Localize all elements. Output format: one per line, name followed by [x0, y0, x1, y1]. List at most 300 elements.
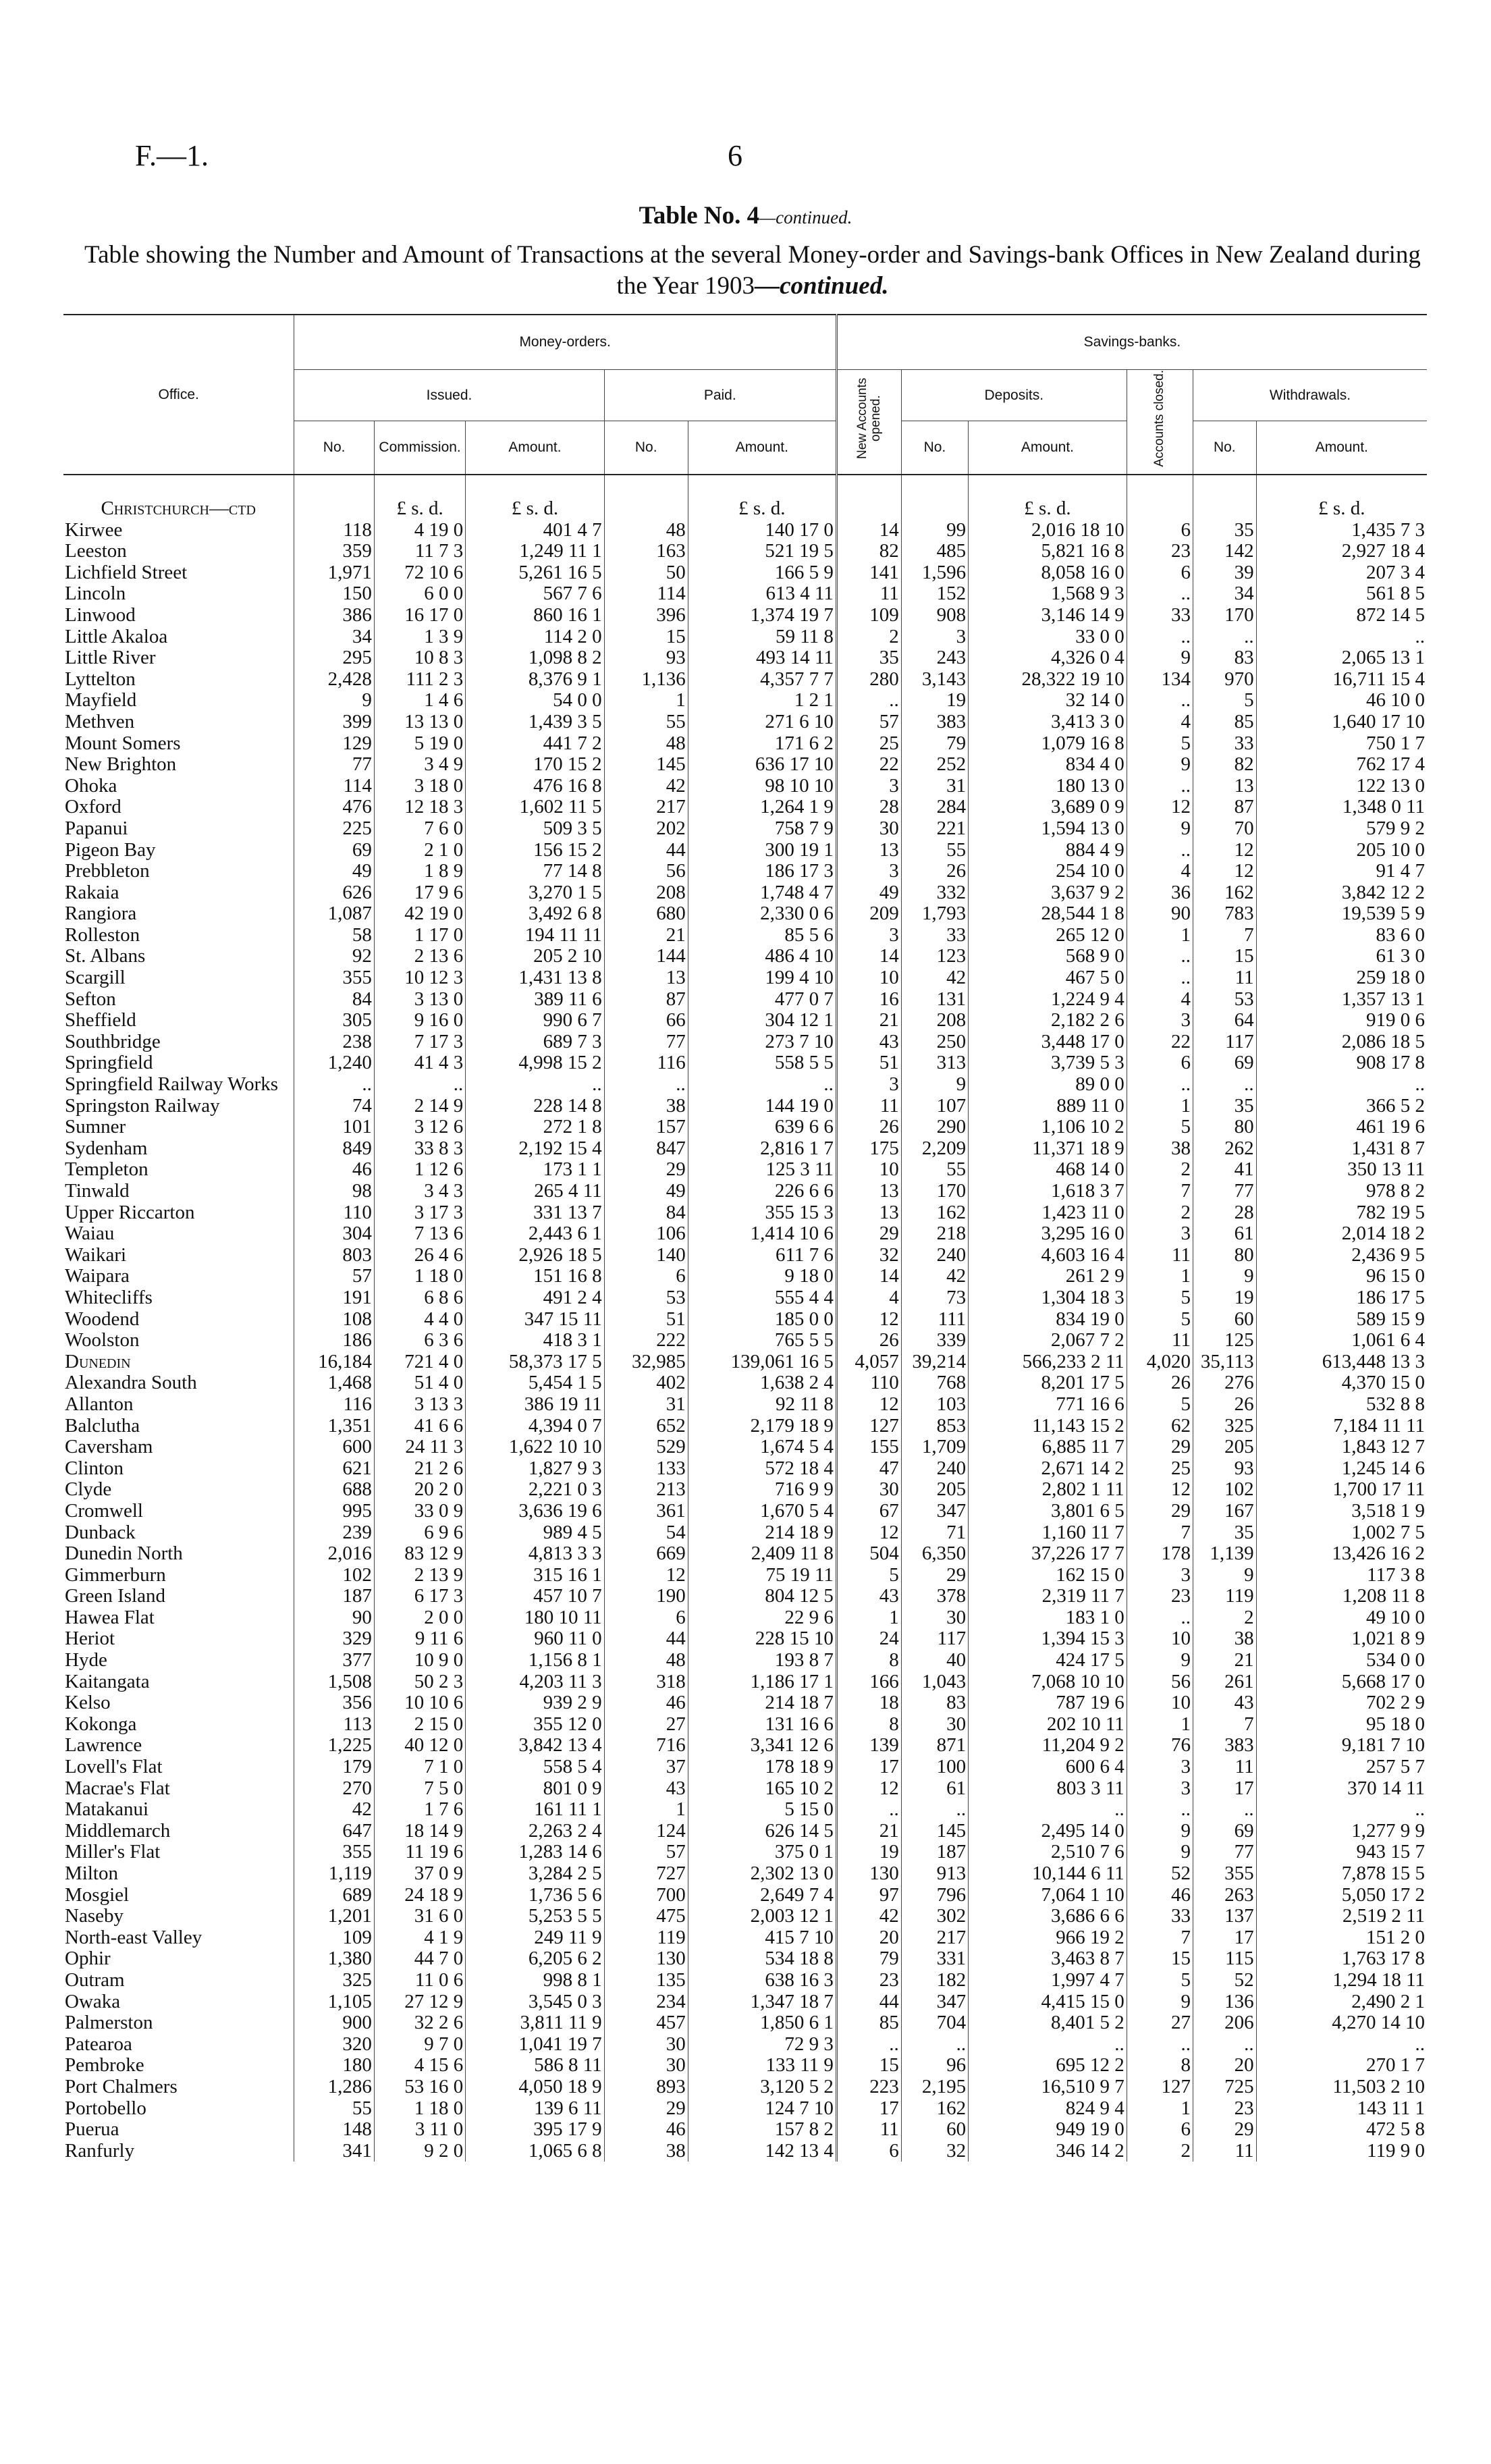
cell-withdrawals-no: 69 — [1193, 1052, 1256, 1074]
cell-withdrawals-no: 117 — [1193, 1032, 1256, 1053]
table-row — [63, 712, 1427, 733]
cell-paid-amount: 1,850 6 1 — [688, 2012, 836, 2034]
cell-withdrawals-no: 11 — [1193, 1757, 1256, 1778]
cell-new-accounts: 8 — [836, 1714, 901, 1736]
cell-accounts-closed: .. — [1127, 1074, 1193, 1096]
cell-paid-no: 77 — [604, 1032, 688, 1053]
cell-new-accounts: 223 — [836, 2077, 901, 2098]
cell-office: Macrae's Flat — [63, 1778, 294, 1800]
cell-paid-amount: 166 5 9 — [688, 562, 836, 584]
cell-deposits-no: 170 — [901, 1181, 968, 1202]
cell-issued-commission: 40 12 0 — [374, 1735, 465, 1757]
cell-paid-amount: 2,409 11 8 — [688, 1543, 836, 1565]
table-row — [63, 818, 1427, 840]
cell-withdrawals-amount: 83 6 0 — [1376, 924, 1425, 946]
cell-new-accounts: 166 — [836, 1671, 901, 1693]
cell-paid-no: 202 — [604, 818, 688, 840]
cell-accounts-closed: 4 — [1127, 989, 1193, 1011]
cell-withdrawals-no: 35 — [1193, 1096, 1256, 1117]
table-row — [63, 1650, 1427, 1671]
cell-withdrawals-amount: 46 10 0 — [1366, 690, 1425, 712]
cell-accounts-closed: 3 — [1127, 1223, 1193, 1245]
cell-deposits-amount: 803 3 11 — [969, 1778, 1127, 1800]
cell-deposits-amount: 568 9 0 — [969, 946, 1127, 967]
cell-issued-amount: .. — [466, 1074, 604, 1096]
cell-accounts-closed: 2 — [1127, 1202, 1193, 1224]
cell-issued-amount: 567 7 6 — [466, 583, 604, 605]
cell-issued-no: 1,087 — [294, 903, 374, 925]
cell-new-accounts: 18 — [836, 1692, 901, 1714]
cell-deposits-amount: 265 12 0 — [969, 925, 1127, 946]
cell-paid-amount: 131 16 6 — [688, 1714, 836, 1736]
cell-withdrawals-amount: 366 5 2 — [1366, 1095, 1425, 1117]
cell-accounts-closed: 76 — [1127, 1735, 1193, 1757]
cell-paid-amount: 638 16 3 — [688, 1970, 836, 1991]
cell-issued-amount: 228 14 8 — [466, 1096, 604, 1117]
cell-new-accounts: 3 — [836, 776, 901, 797]
cell-deposits-no: 871 — [901, 1735, 968, 1757]
table-row — [63, 946, 1427, 967]
cell-withdrawals-no: 7 — [1193, 925, 1256, 946]
unit: £ — [396, 498, 406, 519]
cell-new-accounts: 35 — [836, 647, 901, 669]
cell-issued-commission: 53 16 0 — [374, 2077, 465, 2098]
cell-paid-no: 53 — [604, 1287, 688, 1309]
table-row — [63, 1437, 1427, 1458]
cell-paid-no: 145 — [604, 754, 688, 776]
table-row — [63, 1714, 1427, 1736]
cell-paid-amount: 555 4 4 — [688, 1287, 836, 1309]
cell-issued-no: 1,201 — [294, 1906, 374, 1927]
cell-issued-commission: 1 7 6 — [374, 1799, 465, 1821]
cell-withdrawals-amount: 5,668 17 0 — [1341, 1671, 1425, 1692]
cell-paid-amount: 572 18 4 — [688, 1458, 836, 1480]
table-row — [63, 797, 1427, 818]
cell-accounts-closed: 33 — [1127, 605, 1193, 626]
cell-paid-amount: 171 6 2 — [688, 733, 836, 755]
cell-new-accounts: 49 — [836, 882, 901, 904]
table-row — [63, 1351, 1427, 1373]
cell-deposits-no: 332 — [901, 882, 968, 904]
cell-issued-commission: 11 7 3 — [374, 541, 465, 562]
cell-accounts-closed: 15 — [1127, 1948, 1193, 1970]
cell-issued-amount: 249 11 9 — [466, 1927, 604, 1949]
cell-withdrawals-no: 783 — [1193, 903, 1256, 925]
cell-deposits-no: 331 — [901, 1948, 968, 1970]
cell-issued-amount: 586 8 11 — [466, 2055, 604, 2077]
cell-issued-commission: 6 0 0 — [374, 583, 465, 605]
table-row — [63, 520, 1427, 541]
cell-issued-no: 179 — [294, 1757, 374, 1778]
cell-office: Pigeon Bay — [63, 840, 294, 861]
cell-deposits-no: 79 — [901, 733, 968, 755]
cell-office: Waiau — [63, 1223, 294, 1245]
cell-paid-no: 157 — [604, 1117, 688, 1138]
cell-withdrawals-amount: 3,518 1 9 — [1351, 1500, 1425, 1522]
cell-withdrawals-amount: 750 1 7 — [1366, 732, 1425, 754]
cell-paid-amount: 85 5 6 — [688, 925, 836, 946]
cell-withdrawals-no: 60 — [1193, 1309, 1256, 1331]
table-row — [63, 1628, 1427, 1650]
table-row — [63, 1416, 1427, 1437]
cell-issued-amount: 355 12 0 — [466, 1714, 604, 1736]
cell-issued-commission: 32 2 6 — [374, 2012, 465, 2034]
cell-office: Naseby — [63, 1906, 294, 1927]
cell-deposits-no: 61 — [901, 1778, 968, 1800]
cell-paid-amount: 214 18 7 — [688, 1692, 836, 1714]
cell-withdrawals-amount: 1,245 14 6 — [1341, 1457, 1425, 1479]
cell-withdrawals-no: 20 — [1193, 2055, 1256, 2077]
cell-accounts-closed: 134 — [1127, 669, 1193, 691]
cell-issued-amount: 4,394 0 7 — [466, 1416, 604, 1437]
cell-paid-no: 133 — [604, 1458, 688, 1480]
cell-office: Templeton — [63, 1159, 294, 1181]
cell-accounts-closed: 27 — [1127, 2012, 1193, 2034]
cell-issued-commission: 12 18 3 — [374, 797, 465, 818]
header-issued: Issued. — [294, 370, 604, 421]
cell-issued-commission: 6 8 6 — [374, 1287, 465, 1309]
cell-deposits-no: 1,596 — [901, 562, 968, 584]
cell-paid-no: 56 — [604, 861, 688, 882]
cell-deposits-amount: 566,233 2 11 — [969, 1351, 1127, 1373]
cell-withdrawals-no: .. — [1193, 626, 1256, 648]
cell-issued-amount: 939 2 9 — [466, 1692, 604, 1714]
cell-issued-no: 69 — [294, 840, 374, 861]
unit: s. — [526, 498, 539, 519]
cell-paid-amount: 271 6 10 — [688, 712, 836, 733]
cell-deposits-no: 162 — [901, 1202, 968, 1224]
cell-issued-amount: 1,249 11 1 — [466, 541, 604, 562]
table-row — [63, 1586, 1427, 1607]
cell-new-accounts: 21 — [836, 1821, 901, 1842]
cell-paid-no: 1 — [604, 1799, 688, 1821]
cell-deposits-amount: 183 1 0 — [969, 1607, 1127, 1629]
cell-new-accounts: 209 — [836, 903, 901, 925]
table-row — [63, 1885, 1427, 1906]
cell-issued-commission: 9 7 0 — [374, 2034, 465, 2056]
cell-withdrawals-amount: 257 5 7 — [1366, 1757, 1425, 1778]
cell-paid-amount: 613 4 11 — [688, 583, 836, 605]
cell-office: Port Chalmers — [63, 2077, 294, 2098]
cell-deposits-no: 250 — [901, 1032, 968, 1053]
cell-new-accounts: 11 — [836, 2119, 901, 2141]
cell-withdrawals-amount: 782 19 5 — [1356, 1202, 1425, 1223]
cell-withdrawals-amount: 4,370 15 0 — [1341, 1372, 1425, 1394]
cell-office: Springfield — [63, 1052, 294, 1074]
cell-issued-no: 295 — [294, 647, 374, 669]
cell-withdrawals-amount: 561 8 5 — [1366, 583, 1425, 605]
cell-paid-no: 48 — [604, 520, 688, 541]
cell-withdrawals-no: 970 — [1193, 669, 1256, 691]
table-row — [63, 1181, 1427, 1202]
cell-issued-amount: 151 16 8 — [466, 1266, 604, 1287]
cell-withdrawals-no: 15 — [1193, 946, 1256, 967]
cell-accounts-closed: 12 — [1127, 797, 1193, 818]
cell-paid-no: 49 — [604, 1181, 688, 1202]
cell-deposits-amount: 949 19 0 — [969, 2119, 1127, 2141]
cell-issued-amount: 170 15 2 — [466, 754, 604, 776]
cell-issued-amount: 161 11 1 — [466, 1799, 604, 1821]
cell-new-accounts: 139 — [836, 1735, 901, 1757]
cell-deposits-no: 29 — [901, 1565, 968, 1586]
cell-office: Milton — [63, 1863, 294, 1885]
units-row — [63, 498, 1427, 520]
cell-issued-no: 110 — [294, 1202, 374, 1224]
table-row — [63, 2012, 1427, 2034]
table-row — [63, 1245, 1427, 1266]
cell-new-accounts: 25 — [836, 733, 901, 755]
cell-paid-amount: 639 6 6 — [688, 1117, 836, 1138]
cell-deposits-amount: 8,058 16 0 — [969, 562, 1127, 584]
cell-issued-amount: 1,156 8 1 — [466, 1650, 604, 1671]
cell-deposits-no: 30 — [901, 1714, 968, 1736]
table-row — [63, 1010, 1427, 1032]
cell-new-accounts: 11 — [836, 1096, 901, 1117]
cell-new-accounts: 13 — [836, 840, 901, 861]
cell-new-accounts: .. — [836, 1799, 901, 1821]
unit: s. — [1039, 498, 1052, 519]
cell-accounts-closed: 1 — [1127, 1096, 1193, 1117]
cell-withdrawals-no: 9 — [1193, 1266, 1256, 1287]
cell-deposits-amount: 824 9 4 — [969, 2098, 1127, 2120]
cell-paid-no: .. — [604, 1074, 688, 1096]
cell-issued-amount: 2,926 18 5 — [466, 1245, 604, 1266]
cell-paid-no: 727 — [604, 1863, 688, 1885]
table-row — [63, 1906, 1427, 1927]
cell-issued-no: 92 — [294, 946, 374, 967]
cell-accounts-closed: 3 — [1127, 1778, 1193, 1800]
cell-issued-no: 16,184 — [294, 1351, 374, 1373]
header-paid-amount: Amount. — [688, 421, 836, 475]
unit: d. — [543, 498, 559, 519]
cell-deposits-no: 6,350 — [901, 1543, 968, 1565]
cell-withdrawals-no: 33 — [1193, 733, 1256, 755]
cell-new-accounts: 51 — [836, 1052, 901, 1074]
cell-issued-amount: 2,221 0 3 — [466, 1479, 604, 1501]
header-money-orders: Money-orders. — [294, 315, 836, 370]
cell-accounts-closed: 56 — [1127, 1671, 1193, 1693]
cell-paid-amount: 1,374 19 7 — [688, 605, 836, 626]
cell-paid-amount: 4,357 7 7 — [688, 669, 836, 691]
cell-issued-no: 116 — [294, 1394, 374, 1416]
cell-accounts-closed: 4 — [1127, 861, 1193, 882]
cell-new-accounts: 504 — [836, 1543, 901, 1565]
cell-office: Ohoka — [63, 776, 294, 797]
cell-deposits-no: 73 — [901, 1287, 968, 1309]
cell-issued-commission: 72 10 6 — [374, 562, 465, 584]
cell-paid-amount: 1,748 4 7 — [688, 882, 836, 904]
cell-paid-amount: 765 5 5 — [688, 1330, 836, 1351]
cell-issued-no: 355 — [294, 967, 374, 989]
cell-issued-no: 1,351 — [294, 1416, 374, 1437]
cell-paid-no: 135 — [604, 1970, 688, 1991]
cell-withdrawals-no: 125 — [1193, 1330, 1256, 1351]
cell-paid-amount: 3,120 5 2 — [688, 2077, 836, 2098]
cell-issued-amount: 54 0 0 — [466, 690, 604, 712]
cell-withdrawals-no: 136 — [1193, 1991, 1256, 2013]
cell-deposits-no: 243 — [901, 647, 968, 669]
cell-issued-no: 42 — [294, 1799, 374, 1821]
table-row — [63, 1372, 1427, 1394]
cell-issued-amount: 205 2 10 — [466, 946, 604, 967]
cell-deposits-no: 31 — [901, 776, 968, 797]
cell-deposits-no: 1,709 — [901, 1437, 968, 1458]
cell-withdrawals-no: 26 — [1193, 1394, 1256, 1416]
cell-office: Palmerston — [63, 2012, 294, 2034]
cell-office: Miller's Flat — [63, 1842, 294, 1863]
cell-new-accounts: 12 — [836, 1309, 901, 1331]
cell-withdrawals-amount: 9,181 7 10 — [1341, 1735, 1425, 1757]
cell-accounts-closed: 5 — [1127, 733, 1193, 755]
cell-withdrawals-amount: 7,184 11 11 — [1333, 1415, 1425, 1437]
cell-accounts-closed: 11 — [1127, 1245, 1193, 1266]
table-row — [63, 1927, 1427, 1949]
cell-paid-no: 893 — [604, 2077, 688, 2098]
cell-withdrawals-no: 11 — [1193, 967, 1256, 989]
cell-issued-amount: 4,050 18 9 — [466, 2077, 604, 2098]
cell-issued-no: 150 — [294, 583, 374, 605]
cell-new-accounts: 1 — [836, 1607, 901, 1629]
cell-issued-commission: 2 13 6 — [374, 946, 465, 967]
cell-paid-amount: 1,347 18 7 — [688, 1991, 836, 2013]
header-new-accounts-label: New Accounts opened. — [855, 378, 883, 460]
cell-office: Kokonga — [63, 1714, 294, 1736]
cell-withdrawals-no: .. — [1193, 2034, 1256, 2056]
cell-deposits-no: 218 — [901, 1223, 968, 1245]
cell-office: Springfield Railway Works — [63, 1074, 294, 1096]
cell-deposits-no: 485 — [901, 541, 968, 562]
table-row — [63, 1735, 1427, 1757]
cell-accounts-closed: 38 — [1127, 1138, 1193, 1160]
cell-withdrawals-no: 39 — [1193, 562, 1256, 584]
table-row — [63, 1522, 1427, 1544]
cell-deposits-amount: 7,068 10 10 — [969, 1671, 1127, 1693]
cell-issued-amount: 1,736 5 6 — [466, 1885, 604, 1906]
cell-issued-no: 1,240 — [294, 1052, 374, 1074]
cell-issued-amount: 4,813 3 3 — [466, 1543, 604, 1565]
cell-office: Lincoln — [63, 583, 294, 605]
cell-accounts-closed: 62 — [1127, 1416, 1193, 1437]
cell-issued-amount: 77 14 8 — [466, 861, 604, 882]
cell-issued-no: 600 — [294, 1437, 374, 1458]
cell-withdrawals-no: 35 — [1193, 1522, 1256, 1544]
cell-accounts-closed: 9 — [1127, 754, 1193, 776]
cell-issued-no: 108 — [294, 1309, 374, 1331]
cell-deposits-no: 182 — [901, 1970, 968, 1991]
cell-office: New Brighton — [63, 754, 294, 776]
cell-issued-no: 118 — [294, 520, 374, 541]
cell-deposits-no: 208 — [901, 1010, 968, 1032]
cell-paid-amount: 477 0 7 — [688, 989, 836, 1011]
cell-paid-no: 30 — [604, 2055, 688, 2077]
cell-accounts-closed: 10 — [1127, 1692, 1193, 1714]
cell-withdrawals-amount: 7,878 15 5 — [1341, 1863, 1425, 1884]
cell-new-accounts: 24 — [836, 1628, 901, 1650]
cell-paid-amount: 2,816 1 7 — [688, 1138, 836, 1160]
cell-paid-no: 361 — [604, 1501, 688, 1522]
table-row — [63, 626, 1427, 648]
cell-withdrawals-amount: 3,842 12 2 — [1341, 882, 1425, 903]
cell-issued-no: 356 — [294, 1692, 374, 1714]
cell-deposits-amount: 5,821 16 8 — [969, 541, 1127, 562]
unit: d. — [1056, 498, 1071, 519]
cell-new-accounts: 127 — [836, 1416, 901, 1437]
cell-paid-amount: 2,302 13 0 — [688, 1863, 836, 1885]
cell-issued-amount: 331 13 7 — [466, 1202, 604, 1224]
cell-accounts-closed: .. — [1127, 2034, 1193, 2056]
cell-deposits-amount: 2,671 14 2 — [969, 1458, 1127, 1480]
cell-accounts-closed: 2 — [1127, 2141, 1193, 2162]
cell-withdrawals-no: 17 — [1193, 1778, 1256, 1800]
cell-paid-no: 38 — [604, 2141, 688, 2162]
cell-withdrawals-no: 69 — [1193, 1821, 1256, 1842]
cell-new-accounts: 12 — [836, 1522, 901, 1544]
cell-paid-amount: 300 19 1 — [688, 840, 836, 861]
cell-accounts-closed: 23 — [1127, 541, 1193, 562]
cell-withdrawals-amount: 2,519 2 11 — [1342, 1906, 1425, 1927]
cell-deposits-no: 32 — [901, 2141, 968, 2162]
cell-withdrawals-no: 142 — [1193, 541, 1256, 562]
cell-paid-amount: 186 17 3 — [688, 861, 836, 882]
cell-deposits-no: 383 — [901, 712, 968, 733]
cell-deposits-no: 908 — [901, 605, 968, 626]
cell-withdrawals-no: 80 — [1193, 1245, 1256, 1266]
cell-new-accounts: 5 — [836, 1565, 901, 1586]
cell-paid-amount: 1,670 5 4 — [688, 1501, 836, 1522]
cell-issued-no: 84 — [294, 989, 374, 1011]
cell-office: Woolston — [63, 1330, 294, 1351]
header-deposits: Deposits. — [901, 370, 1127, 421]
cell-issued-amount: 960 11 0 — [466, 1628, 604, 1650]
cell-accounts-closed: .. — [1127, 690, 1193, 712]
cell-withdrawals-amount: 908 17 8 — [1356, 1052, 1425, 1074]
cell-withdrawals-no: 725 — [1193, 2077, 1256, 2098]
cell-withdrawals-no: 77 — [1193, 1181, 1256, 1202]
cell-paid-amount: 2,330 0 6 — [688, 903, 836, 925]
cell-paid-amount: 611 7 6 — [688, 1245, 836, 1266]
cell-issued-no: 995 — [294, 1501, 374, 1522]
cell-issued-commission: 111 2 3 — [374, 669, 465, 691]
cell-paid-no: 529 — [604, 1437, 688, 1458]
table-row — [63, 690, 1427, 712]
cell-paid-amount: 415 7 10 — [688, 1927, 836, 1949]
cell-issued-no: 647 — [294, 1821, 374, 1842]
cell-issued-commission: 1 17 0 — [374, 925, 465, 946]
cell-issued-no: 9 — [294, 690, 374, 712]
cell-issued-no: 1,119 — [294, 1863, 374, 1885]
cell-deposits-no: 240 — [901, 1245, 968, 1266]
cell-withdrawals-amount: 762 17 4 — [1356, 754, 1425, 776]
cell-withdrawals-no: 9 — [1193, 1565, 1256, 1586]
cell-withdrawals-amount: 1,061 6 4 — [1351, 1330, 1425, 1351]
cell-paid-no: 163 — [604, 541, 688, 562]
cell-new-accounts: 43 — [836, 1586, 901, 1607]
cell-paid-no: 31 — [604, 1394, 688, 1416]
cell-issued-commission: 1 18 0 — [374, 1266, 465, 1287]
table-row — [63, 1757, 1427, 1778]
cell-office: Gimmerburn — [63, 1565, 294, 1586]
cell-new-accounts: 32 — [836, 1245, 901, 1266]
table-row — [63, 861, 1427, 882]
cell-deposits-amount: 37,226 17 7 — [969, 1543, 1127, 1565]
cell-deposits-amount: 7,064 1 10 — [969, 1885, 1127, 1906]
cell-deposits-amount: 1,423 11 0 — [969, 1202, 1127, 1224]
cell-withdrawals-no: 170 — [1193, 605, 1256, 626]
cell-issued-amount: 801 0 9 — [466, 1778, 604, 1800]
cell-withdrawals-no: 261 — [1193, 1671, 1256, 1693]
cell-new-accounts: 16 — [836, 989, 901, 1011]
cell-accounts-closed: 2 — [1127, 1159, 1193, 1181]
